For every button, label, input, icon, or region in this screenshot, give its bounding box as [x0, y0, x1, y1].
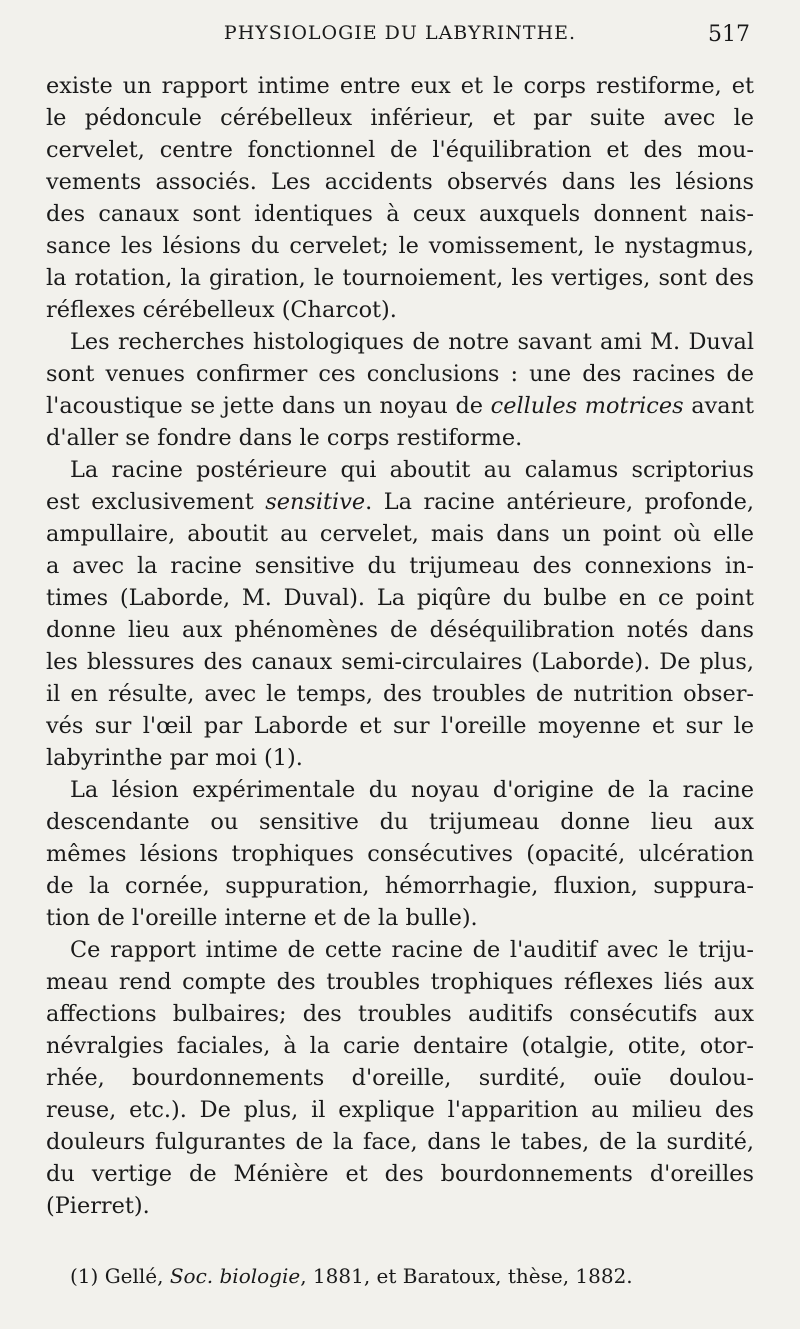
text-line: névralgies faciales, à la carie dentaire (otalgie, otite, otor-	[46, 1033, 754, 1059]
text-line: des canaux sont identiques à ceux auxquels donnent nais-	[46, 201, 754, 227]
text-line: rhée, bourdonnements d'oreille, surdité, ouïe doulou-	[46, 1065, 754, 1091]
text-line: Ce rapport intime de cette racine de l'auditif avec le triju-	[70, 937, 754, 963]
text-line: descendante ou sensitive du trijumeau donne lieu aux	[46, 809, 754, 835]
page-header	[46, 22, 754, 58]
running-title: PHYSIOLOGIE DU LABYRINTHE.	[223, 22, 577, 44]
text-line: reuse, etc.). De plus, il explique l'apparition au milieu des	[46, 1097, 754, 1123]
text-line: réflexes cérébelleux (Charcot).	[46, 297, 397, 323]
footnote-marker: (1) Gellé,	[70, 1264, 170, 1288]
text-line: tion de l'oreille interne et de la bulle).	[46, 905, 478, 931]
italic-phrase: cellules motrices	[490, 393, 684, 419]
text-line: times (Laborde, M. Duval). La piqûre du bulbe en ce point	[46, 585, 754, 611]
text-line: vements associés. Les accidents observés dans les lésions	[46, 169, 754, 195]
text-line: a avec la racine sensitive du trijumeau des connexions in-	[46, 553, 754, 579]
footnote-journal: Soc. biologie	[169, 1264, 301, 1288]
text-line: l'acoustique se jette dans un noyau de cellules motrices avant	[46, 393, 754, 419]
text-line: il en résulte, avec le temps, des troubles de nutrition obser-	[46, 681, 754, 707]
text-line: meau rend compte des troubles trophiques réflexes liés aux	[46, 969, 754, 995]
text-line: affections bulbaires; des troubles auditifs consécutifs aux	[46, 1001, 754, 1027]
text-line: Les recherches histologiques de notre savant ami M. Duval	[70, 329, 754, 355]
text-line: La racine postérieure qui aboutit au calamus scriptorius	[70, 457, 754, 483]
page-number: 517	[708, 22, 750, 47]
text-line: ampullaire, aboutit au cervelet, mais dans un point où elle	[46, 521, 754, 547]
text-line: est exclusivement sensitive. La racine antérieure, profonde,	[46, 489, 754, 515]
text-line: sance les lésions du cervelet; le vomissement, le nystagmus,	[46, 233, 754, 259]
text-line: existe un rapport intime entre eux et le corps restiforme, et	[46, 73, 754, 99]
text-line: donne lieu aux phénomènes de déséquilibration notés dans	[46, 617, 754, 643]
text-line: de la cornée, suppuration, hémorrhagie, fluxion, suppura-	[46, 873, 754, 899]
body-text	[46, 70, 754, 1222]
text-line: d'aller se fondre dans le corps restiforme.	[46, 425, 523, 451]
footnote-rest: , 1881, et Baratoux, thèse, 1882.	[300, 1264, 633, 1288]
text-line: le pédoncule cérébelleux inférieur, et par suite avec le	[46, 105, 754, 131]
text-line: La lésion expérimentale du noyau d'origine de la racine	[70, 777, 754, 803]
text-line: sont venues confirmer ces conclusions : une des racines de	[46, 361, 754, 387]
text-line: vés sur l'œil par Laborde et sur l'oreille moyenne et sur le	[46, 713, 754, 739]
footnote	[70, 1262, 770, 1290]
text-line: la rotation, la giration, le tournoiement, les vertiges, sont des	[46, 265, 754, 291]
text-line: les blessures des canaux semi-circulaires (Laborde). De plus,	[46, 649, 754, 675]
text-line: labyrinthe par moi (1).	[46, 745, 303, 771]
text-line: mêmes lésions trophiques consécutives (opacité, ulcération	[46, 841, 754, 867]
text-line: cervelet, centre fonctionnel de l'équilibration et des mou-	[46, 137, 754, 163]
text-line: douleurs fulgurantes de la face, dans le tabes, de la surdité,	[46, 1129, 754, 1155]
italic-phrase: sensitive	[265, 489, 366, 515]
text-line: (Pierret).	[46, 1193, 150, 1219]
text-line: du vertige de Ménière et des bourdonnements d'oreilles	[46, 1161, 754, 1187]
